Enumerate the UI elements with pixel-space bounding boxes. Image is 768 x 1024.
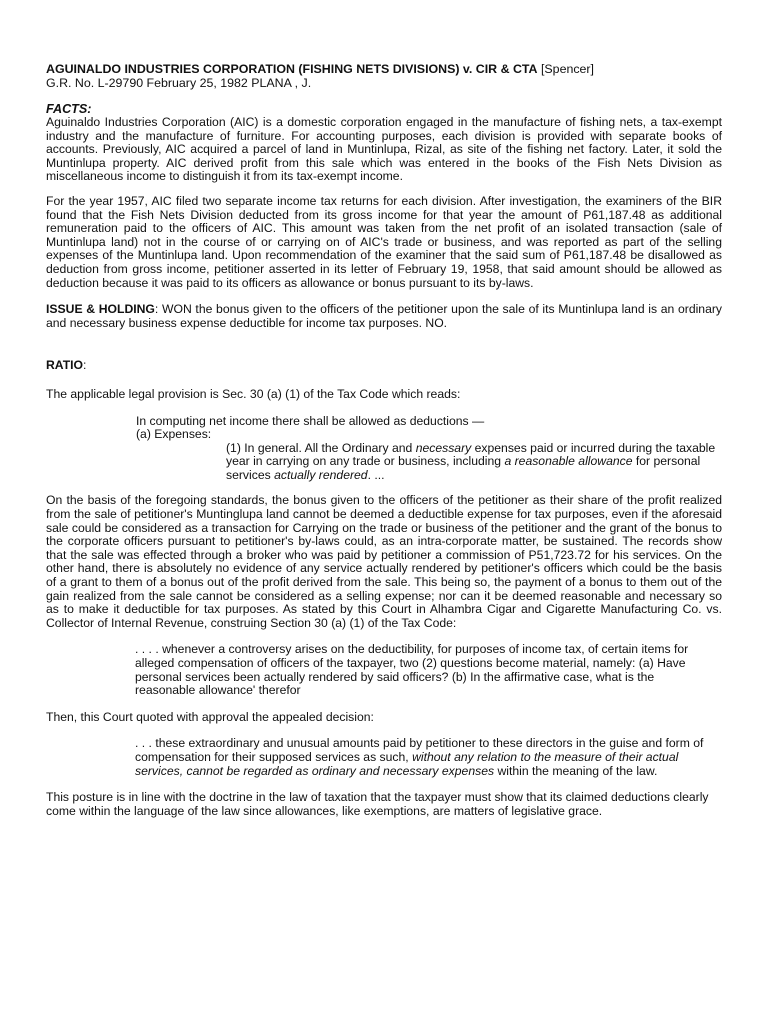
case-citation: G.R. No. L-29790 February 25, 1982 PLANA , J. xyxy=(46,76,312,90)
case-author: [Spencer] xyxy=(540,62,595,76)
quote-body-emphasis: necessary xyxy=(415,440,472,455)
quote-body-emphasis: actually rendered xyxy=(274,467,368,482)
ratio-colon: : xyxy=(83,358,87,373)
quote3-part: within the meaning of the law. xyxy=(494,763,658,778)
ratio-label: RATIO xyxy=(46,358,84,373)
facts-paragraph-1: Aguinaldo Industries Corporation (AIC) is a domestic corporation engaged in the manufacture of fishing nets, a tax-exempt industry and the manufacture of furniture. For accounting purposes, each division is provided with separate books of accounts. Previously, AIC acquired a parcel of land in Muntinlupa, Rizal, as site of the fishing net factory. Later, it sold the Muntinlupa property. AIC derived profit from this sale which was entered in the books of the Fish Nets Division as miscellaneous income to distinguish it from its tax-exempt income. xyxy=(46,115,722,184)
ratio-heading xyxy=(46,359,722,373)
quote3-emphasis: without any relation to the measure of their actual services, cannot be regarded as ordinary and necessary expenses xyxy=(135,749,679,778)
quote-body-part: for personal services xyxy=(226,454,701,482)
quote3-part: . . . these extraordinary and unusual amounts paid by petitioner to these directors in the guise and form of compensation for their supposed services as such, xyxy=(135,736,704,764)
appealed-decision-quote xyxy=(135,737,705,778)
ratio-intro: The applicable legal provision is Sec. 30 (a) (1) of the Tax Code which reads: xyxy=(46,386,461,401)
document-page xyxy=(46,62,722,818)
alhambra-quote: . . . . whenever a controversy arises on the deductibility, for purposes of income tax, of certain items for alleged compensation of officers of the taxpayer, two (2) questions become material, namely: (a) Have personal services been actually rendered by said officers? (b) In the affirmative case, what is the reasonable allowance' therefor xyxy=(135,642,689,698)
tax-code-quote-line-2: (a) Expenses: xyxy=(136,427,212,442)
facts-paragraph-2: For the year 1957, AIC filed two separate income tax returns for each division. After investigation, the examiners of the BIR found that the Fish Nets Division deducted from its gross income for that year the amount of P61,187.48 as additional remuneration paid to the officers of AIC. This amount was taken from the net profit of an isolated transaction (sale of Muntinlupa land) not in the course of or carrying on of AIC's trade or business, and was reported as part of the selling expenses of the Muntinlupa land. Upon recommendation of the examiner that the said sum of P61,187.48 be disallowed as deduction from gross income, petitioner asserted in its letter of February 19, 1958, that said amount should be allowed as deduction because it was paid to its officers as allowance or bonus pursuant to its by-laws. xyxy=(46,193,722,290)
quote-body-part: . ... xyxy=(367,467,385,482)
case-heading xyxy=(46,62,722,76)
closing-paragraph: This posture is in line with the doctrine in the law of taxation that the taxpayer must show that its claimed deductions clearly come within the language of the law since allowances, like exemptions, are matters of legislative grace. xyxy=(46,790,709,818)
ratio-then-paragraph: Then, this Court quoted with approval the appealed decision: xyxy=(46,709,374,724)
quote-body-part: expenses paid or incurred during the taxable year in carrying on any trade or business, including xyxy=(226,440,716,469)
facts-heading: FACTS: xyxy=(46,102,92,116)
tax-code-quote-line-1: In computing net income there shall be allowed as deductions — xyxy=(136,413,485,428)
case-title: AGUINALDO INDUSTRIES CORPORATION (FISHING NETS DIVISIONS) v. CIR & CTA xyxy=(46,62,538,76)
issue-label: ISSUE & HOLDING xyxy=(46,302,155,317)
quote-body-part: (1) In general. All the Ordinary and xyxy=(226,440,416,455)
issue-holding xyxy=(46,303,722,330)
quote-body-emphasis: a reasonable allowance xyxy=(504,454,633,469)
issue-text: : WON the bonus given to the officers of the petitioner upon the sale of its Muntinlupa land is an ordinary and necessary business expense deductible for income tax purposes. NO. xyxy=(46,302,723,330)
ratio-basis-paragraph: On the basis of the foregoing standards, the bonus given to the officers of the petitioner as their share of the profit realized from the sale of petitioner's Muntinglupa land cannot be deemed a deductible expense for tax purposes, even if the aforesaid sale could be considered as a transaction for Carrying on the trade or business of the petitioner and the grant of the bonus to the corporate officers pursuant to petitioner's by-laws could, as an intra-corporate matter, be sustained. The records show that the sale was effected through a broker who was paid by petitioner a commission of P51,723.72 for his services. On the other hand, there is absolutely no evidence of any service actually rendered by petitioner's officers which could be the basis of a grant to them of a bonus out of the profit derived from the sale. This being so, the payment of a bonus to them out of the gain realized from the sale cannot be considered as a selling expense; nor can it be deemed reasonable and necessary so as to make it deductible for tax purposes. As stated by this Court in Alhambra Cigar and Cigarette Manufacturing Co. vs. Collector of Internal Revenue, construing Section 30 (a) (1) of the Tax Code: xyxy=(46,493,722,630)
tax-code-quote-body xyxy=(226,442,726,483)
